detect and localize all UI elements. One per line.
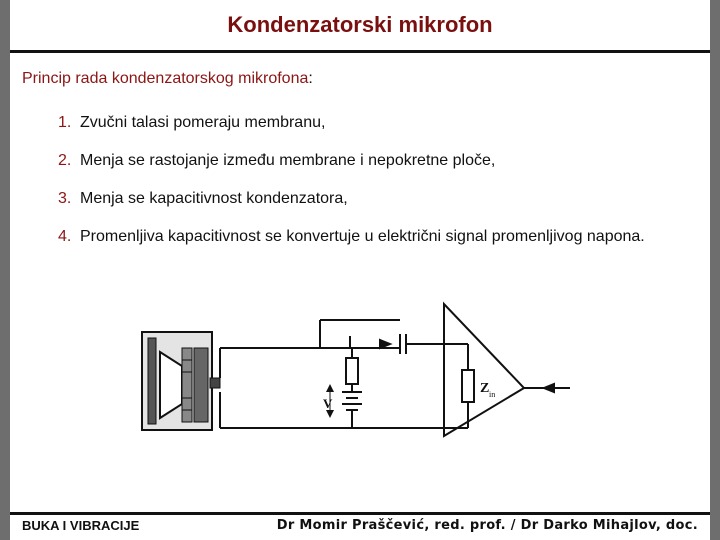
list-item — [58, 218, 708, 256]
footer-authors: Dr Momir Praščević, red. prof. / Dr Darko Mihajlov, doc. — [276, 518, 698, 533]
step-text: Zvučni talasi pomeraju membranu, — [80, 114, 326, 131]
steps-list — [58, 104, 708, 256]
slide-title: Kondenzatorski mikrofon — [227, 12, 493, 37]
right-border — [710, 0, 720, 540]
intro-colon: : — [308, 70, 313, 87]
list-item — [58, 180, 708, 218]
list-item — [58, 142, 708, 180]
impedance-label: Z — [480, 381, 490, 396]
voltage-label: V — [323, 396, 333, 411]
microphone-circuit-diagram — [130, 300, 590, 440]
title-divider — [10, 50, 710, 53]
step-number: 3. — [58, 190, 72, 207]
step-text: Menja se rastojanje između membrane i nepokretne ploče, — [80, 152, 496, 169]
list-item — [58, 104, 708, 142]
footer-divider — [10, 512, 710, 515]
impedance-subscript: in — [489, 390, 496, 399]
intro-label: Princip rada kondenzatorskog mikrofona — [22, 70, 309, 87]
step-number: 1. — [58, 114, 72, 131]
intro-text — [22, 70, 313, 88]
left-border — [0, 0, 10, 540]
step-number: 2. — [58, 152, 72, 169]
step-text: Promenljiva kapacitivnost se konvertuje u električni signal promenljivog napona. — [80, 228, 645, 245]
step-number: 4. — [58, 228, 72, 245]
footer-course: BUKA I VIBRACIJE — [22, 518, 140, 533]
step-text: Menja se kapacitivnost kondenzatora, — [80, 190, 348, 207]
